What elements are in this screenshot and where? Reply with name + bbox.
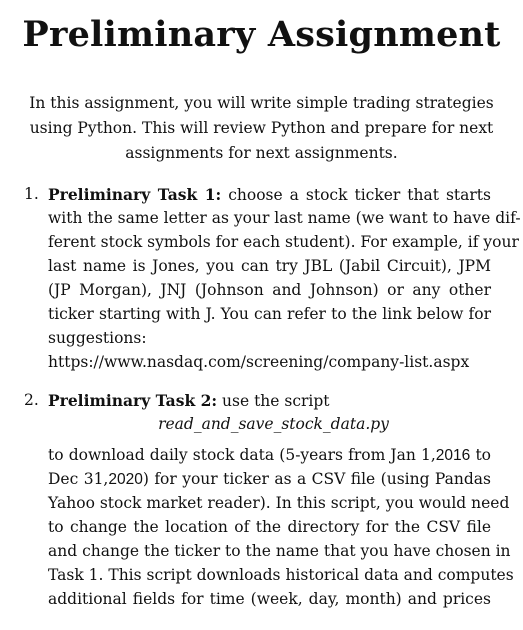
intro-line-3: assignments for next assignments. [125,144,398,162]
task-1-number: 1. [24,185,39,203]
task-2-line-7: and change the ticker to the name that you have chosen in [48,542,511,560]
task-2-line-3 [48,446,491,465]
end-year: 2020 [108,471,143,488]
task-1-line-1 [48,185,491,204]
task-1-label: Preliminary Task 1: [48,185,222,204]
task-2-line-3-text: to download daily stock data (5-years from Jan 1, [48,446,436,464]
task-1-line-7: suggestions: [48,329,147,347]
task-2-line-4 [48,470,491,489]
page-title: Preliminary Assignment [22,14,501,55]
task-2-line-9: additional fields for time (week, day, month) and prices [48,590,491,608]
task-1-line-5: (JP Morgan), JNJ (Johnson and Johnson) or any other [48,281,491,299]
task-2-line-4-text: ) for your ticker as a CSV file (using Pandas [142,470,492,488]
task-2-line-4-start: Dec 31, [48,470,109,488]
intro-line-2: using Python. This will review Python and prepare for next [29,119,494,137]
task-1-first-line-rest: choose a stock ticker that starts [228,186,491,204]
task-2-line-5: Yahoo stock market reader). In this script, you would need [48,494,510,512]
task-2-number: 2. [24,391,39,409]
task-2-line-6: to change the location of the directory for the CSV file [48,518,491,536]
company-list-link[interactable]: https://www.nasdaq.com/screening/company-list.aspx [48,353,470,371]
task-2-label: Preliminary Task 2: [48,391,218,410]
intro-line-1: In this assignment, you will write simple trading strategies [29,94,494,112]
task-1-line-3: ferent stock symbols for each student). For example, if your [48,233,519,251]
task-2-line-1 [48,391,330,410]
task-2-first-line-rest: use the script [222,392,330,410]
task-1-line-6: ticker starting with J. You can refer to the link below for [48,305,491,323]
task-2-line-8: Task 1. This script downloads historical data and computes [48,566,514,584]
task-1-line-2: with the same letter as your last name (we want to have dif- [48,209,521,227]
start-year: 2016 [435,447,471,464]
task-2-line-3-end: to [475,446,491,464]
task-1-line-4: last name is Jones, you can try JBL (Jabil Circuit), JPM [48,257,491,275]
script-name: read_and_save_stock_data.py [158,415,389,433]
